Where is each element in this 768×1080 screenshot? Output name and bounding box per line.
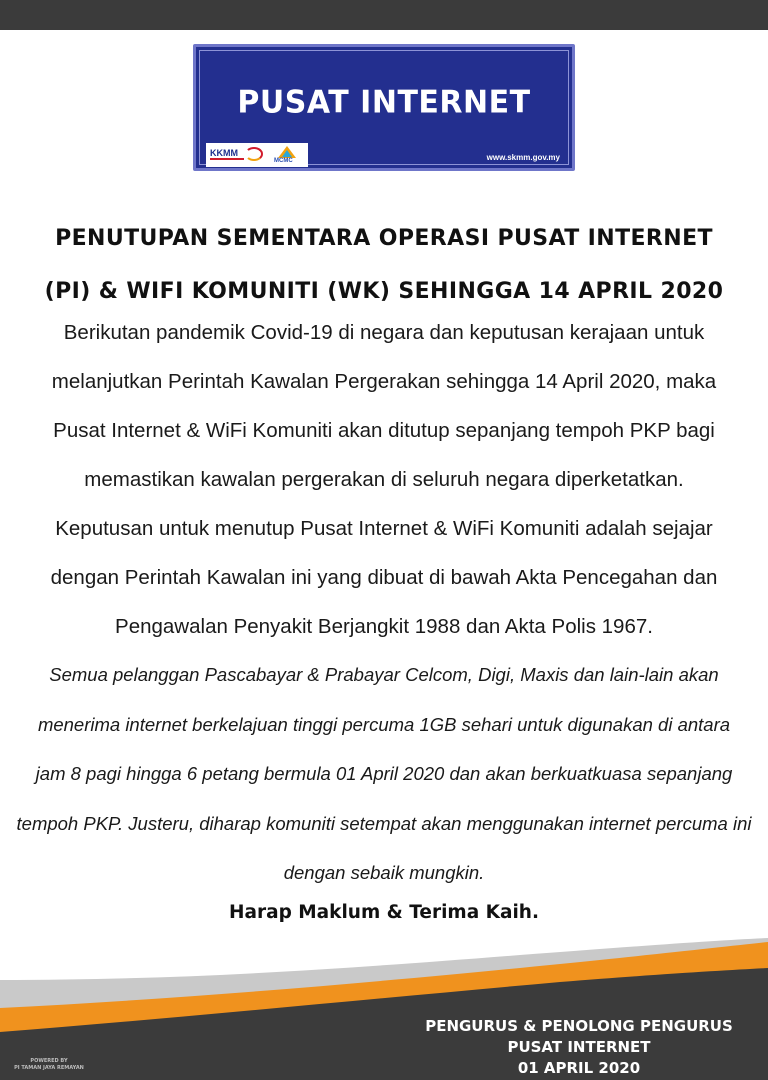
body-line: dengan Perintah Kawalan ini yang dibuat di bawah Akta Pencegahan dan xyxy=(50,566,718,589)
mcmc-inner-triangle-icon xyxy=(282,150,292,157)
kkmm-swirl-icon xyxy=(245,147,263,161)
pusat-internet-banner xyxy=(193,44,575,171)
italic-line: dengan sebaik mungkin. xyxy=(283,862,485,883)
mcmc-logo-text: MCMC xyxy=(274,158,293,164)
powered-by-credit xyxy=(4,1058,94,1072)
body-line: memastikan kawalan pergerakan di seluruh negara diperketatkan. xyxy=(84,468,684,491)
powered-by-label: POWERED BY xyxy=(30,1058,68,1064)
italic-line: jam 8 pagi hingga 6 petang bermula 01 April 2020 dan akan berkuatkuasa sepanjang xyxy=(35,763,733,784)
body-line: Pengawalan Penyakit Berjangkit 1988 dan Akta Polis 1967. xyxy=(115,615,653,638)
notice-body xyxy=(0,308,768,651)
powered-by-name: PI TAMAN JAYA REMAYAN xyxy=(14,1065,84,1071)
top-bar xyxy=(0,0,768,30)
italic-line: Semua pelanggan Pascabayar & Prabayar Celcom, Digi, Maxis dan lain-lain akan xyxy=(49,664,719,685)
mcmc-logo xyxy=(268,145,306,165)
body-line: melanjutkan Perintah Kawalan Pergerakan sehingga 14 April 2020, maka xyxy=(51,370,717,393)
notice-title-line: (PI) & WIFI KOMUNITI (WK) SEHINGGA 14 APRIL 2020 xyxy=(44,279,724,304)
partner-logos xyxy=(206,143,308,167)
signature-org: PUSAT INTERNET xyxy=(507,1038,651,1056)
italic-line: tempoh PKP. Justeru, diharap komuniti setempat akan menggunakan internet percuma ini xyxy=(16,812,752,834)
body-line: Pusat Internet & WiFi Komuniti akan ditutup sepanjang tempoh PKP bagi xyxy=(53,419,715,442)
kkmm-underline xyxy=(210,158,244,160)
banner-title: PUSAT INTERNET xyxy=(237,84,531,121)
notice-title-line: PENUTUPAN SEMENTARA OPERASI PUSAT INTERNET xyxy=(55,226,713,251)
signature-date: 01 APRIL 2020 xyxy=(517,1059,641,1077)
body-line: Keputusan untuk menutup Pusat Internet & WiFi Komuniti adalah sejajar xyxy=(55,517,713,540)
kkmm-logo-text: KKMM xyxy=(210,148,238,158)
notice-title xyxy=(0,212,768,318)
body-line: Berikutan pandemik Covid-19 di negara dan keputusan kerajaan untuk xyxy=(63,321,705,344)
italic-line: menerima internet berkelajuan tinggi percuma 1GB sehari untuk digunakan di antara xyxy=(37,713,731,735)
free-internet-notice xyxy=(0,650,768,898)
closing-remark: Harap Maklum & Terima Kaih. xyxy=(229,902,539,923)
signature-title: PENGURUS & PENOLONG PENGURUS xyxy=(425,1017,733,1035)
signature-block xyxy=(394,1016,764,1079)
kkmm-logo xyxy=(209,147,265,163)
banner-url: www.skmm.gov.my xyxy=(486,153,560,162)
